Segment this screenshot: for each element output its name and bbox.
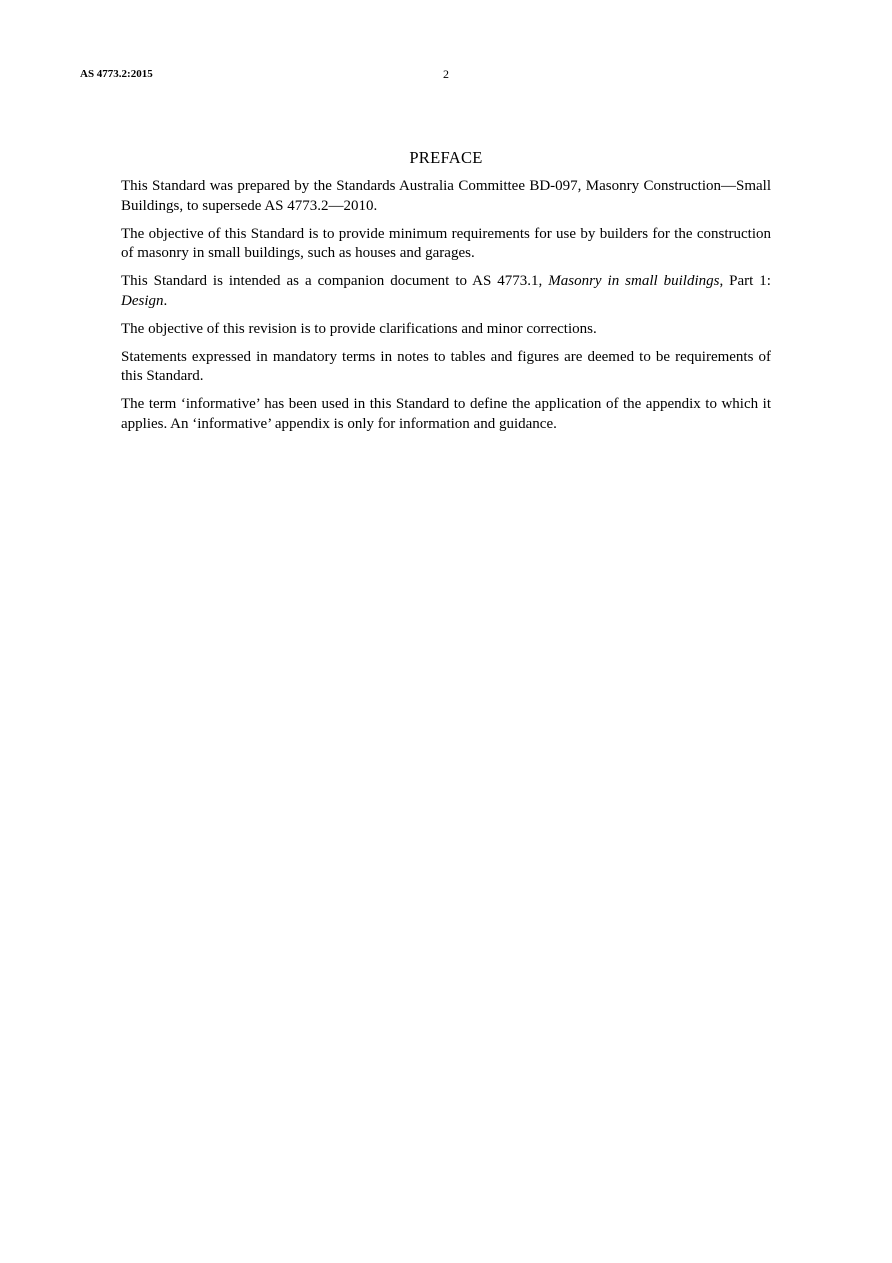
header-document-id: AS 4773.2:2015 [80, 68, 153, 80]
paragraph-3-text-middle: , Part 1: [719, 273, 771, 289]
header-page-number: 2 [443, 67, 449, 81]
preface-paragraph-2: The objective of this Standard is to provide minimum requirements for use by builders for the construction of masonry in small buildings, such as houses and garages. [121, 225, 771, 261]
preface-paragraph-6: The term ‘informative’ has been used in this Standard to define the application of the appendix to which it applies. An ‘informative’ appendix is only for information and guidance. [121, 396, 771, 432]
preface-paragraph-4: The objective of this revision is to provide clarifications and minor corrections. [121, 320, 597, 337]
preface-paragraph-5: Statements expressed in mandatory terms in notes to tables and figures are deemed to be requirements of this Standard. [121, 348, 771, 384]
referenced-part-title: Design [121, 292, 164, 309]
preface-section [121, 148, 771, 443]
paragraph-3-text-before: This Standard is intended as a companion document to AS 4773.1, [121, 273, 549, 289]
referenced-standard-title: Masonry in small buildings [548, 273, 720, 289]
preface-paragraph-1: This Standard was prepared by the Standards Australia Committee BD-097, Masonry Construction—Small Buildings, to supersede AS 4773.2—2010. [121, 178, 771, 214]
preface-title: PREFACE [409, 148, 483, 167]
paragraph-3-text-after: . [163, 292, 168, 309]
preface-paragraph-3 [121, 272, 771, 311]
